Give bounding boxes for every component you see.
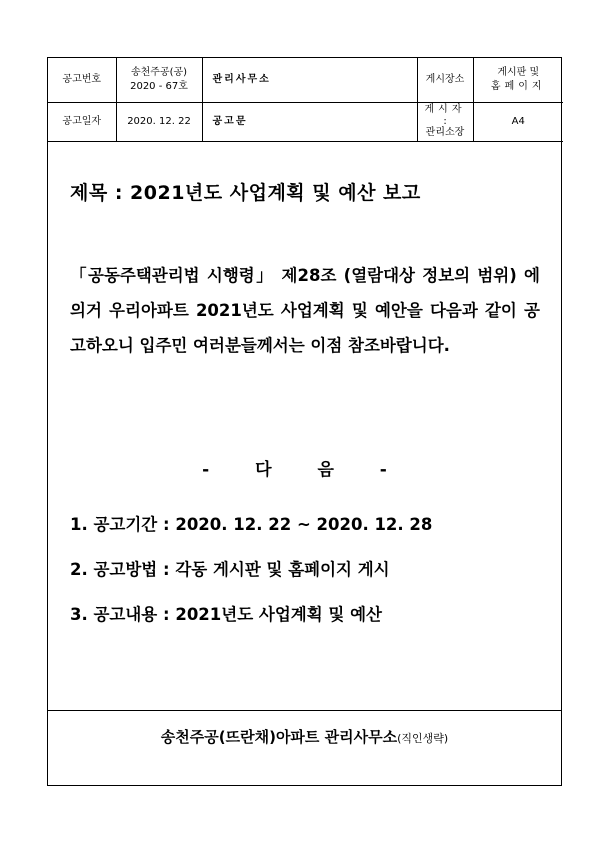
paper-size: A4	[473, 102, 563, 141]
notice-number-value: 송천주공(공) 2020 - 67호	[116, 58, 202, 102]
notice-date-value: 2020. 12. 22	[116, 102, 202, 141]
list-item-content: 3. 공고내용 : 2021년도 사업계획 및 예산	[70, 605, 382, 624]
header-table	[48, 58, 563, 142]
footer-issuer: 송천주공(뜨란채)아파트 관리사무소(직인생략)	[160, 728, 449, 746]
poster-label: 게시자 : 관리소장	[417, 102, 473, 141]
list-item-method: 2. 공고방법 : 각동 게시판 및 홈페이지 게시	[70, 560, 390, 579]
section-heading: - 다 음 -	[202, 460, 407, 480]
notice-document	[47, 57, 562, 786]
document-subject: 제목 : 2021년도 사업계획 및 예산 보고	[70, 182, 421, 204]
list-item-period: 1. 공고기간 : 2020. 12. 22 ~ 2020. 12. 28	[70, 515, 433, 534]
office-title: 관리사무소	[202, 58, 417, 102]
document-body: 「공동주택관리법 시행령」 제28조 (열람대상 정보의 범위) 에 의거 우리아파트 2021년도 사업계획 및 예안을 다음과 같이 공고하오니 입주민 여러분들께서는 이점 참조바랍니다.	[70, 266, 540, 355]
posting-place-label: 게시장소	[417, 58, 473, 102]
notice-number-label: 공고번호	[48, 58, 116, 102]
seal-note: (직인생략)	[397, 732, 449, 745]
notice-date-label: 공고일자	[48, 102, 116, 141]
posting-place-value: 게시판 및 홈페이지	[473, 58, 563, 102]
notice-title: 공고문	[202, 102, 417, 141]
footer-divider	[48, 710, 561, 711]
